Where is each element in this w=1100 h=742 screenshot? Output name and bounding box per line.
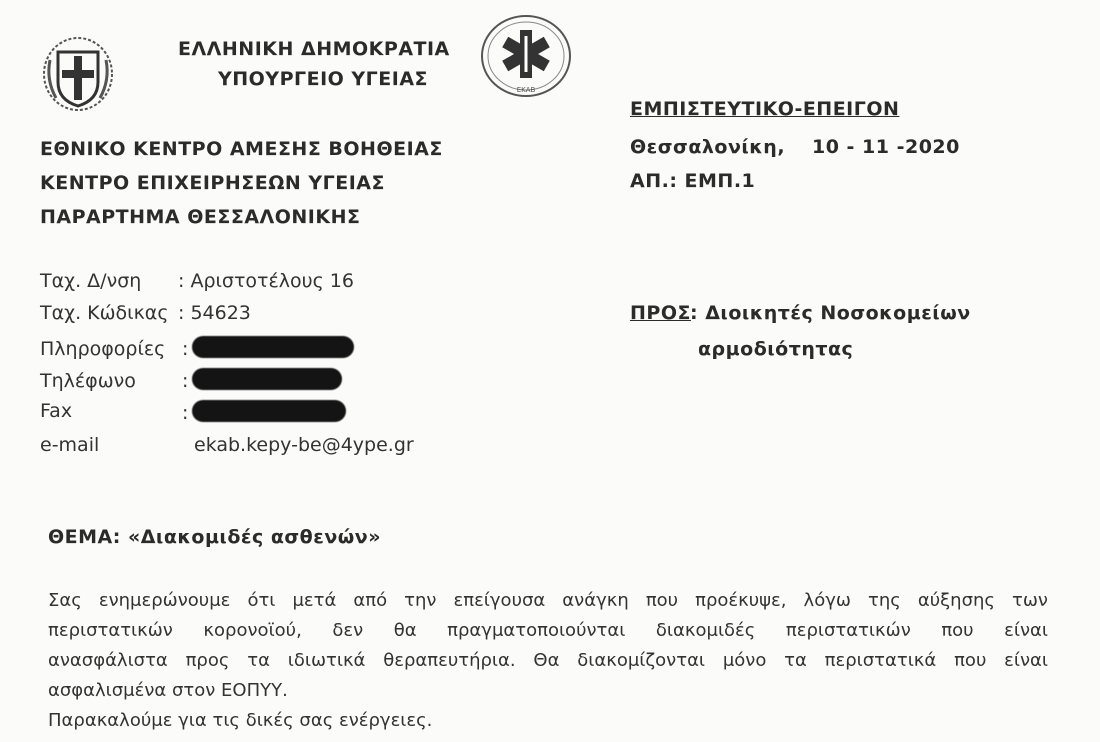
document-date: 10 - 11 -2020 xyxy=(812,136,960,158)
ministry-title: ΥΠΟΥΡΓΕΙΟ ΥΓΕΙΑΣ xyxy=(218,68,429,90)
recipient-label: ΠΡΟΣ xyxy=(630,302,691,324)
redacted-info xyxy=(192,336,354,358)
letter-body xyxy=(48,586,1048,736)
postal-code-label: Ταχ. Κώδικας xyxy=(40,302,169,324)
recipient-line-1: : Διοικητές Νοσοκομείων xyxy=(690,302,971,324)
ekab-star-of-life-logo xyxy=(476,14,576,98)
fax-label: Fax xyxy=(40,400,73,422)
address-label: Ταχ. Δ/νση xyxy=(40,270,142,292)
org-line-2: ΚΕΝΤΡΟ ΕΠΙΧΕΙΡΗΣΕΩΝ ΥΓΕΙΑΣ xyxy=(40,172,385,194)
fax-colon: : xyxy=(182,402,189,424)
republic-title: ΕΛΛΗΝΙΚΗ ΔΗΜΟΚΡΑΤΙΑ xyxy=(178,38,450,60)
org-line-1: ΕΘΝΙΚΟ ΚΕΝΤΡΟ ΑΜΕΣΗΣ ΒΟΗΘΕΙΑΣ xyxy=(40,138,443,160)
info-label: Πληροφορίες xyxy=(40,338,166,360)
protocol-number: ΑΠ.: ΕΜΠ.1 xyxy=(630,170,756,192)
redacted-phone xyxy=(192,368,342,390)
postal-code-value: : 54623 xyxy=(178,302,251,324)
org-line-3: ΠΑΡΑΡΤΗΜΑ ΘΕΣΣΑΛΟΝΙΚΗΣ xyxy=(40,206,361,228)
body-line-4: ασφαλισμένα στον ΕΟΠΥΥ. xyxy=(48,680,288,701)
classification-label: ΕΜΠΙΣΤΕΥΤΙΚΟ-ΕΠΕΙΓΟΝ xyxy=(630,98,900,120)
phone-label: Τηλέφωνο xyxy=(40,370,136,392)
greek-coat-of-arms-logo xyxy=(36,30,120,114)
subject-line: ΘΕΜΑ: «Διακομιδές ασθενών» xyxy=(48,526,381,548)
info-colon: : xyxy=(182,338,189,360)
body-line-1: Σας ενημερώνουμε ότι μετά από την επείγουσα ανάγκη που προέκυψε, λόγω της αύξησης των xyxy=(48,590,1048,611)
city-label: Θεσσαλονίκη, xyxy=(630,136,786,158)
redacted-fax xyxy=(192,400,346,422)
email-value: ekab.kepy-be@4ype.gr xyxy=(194,434,414,456)
body-line-3: ανασφάλιστα προς τα ιδιωτικά θεραπευτήρια. Θα διακομίζονται μόνο τα περιστατικά που είναι xyxy=(48,650,1048,671)
recipient-line-2: αρμοδιότητας xyxy=(698,338,854,360)
body-line-5: Παρακαλούμε για τις δικές σας ενέργειες. xyxy=(48,710,433,731)
svg-text:ΕΚΑΒ: ΕΚΑΒ xyxy=(516,86,536,94)
address-value: : Αριστοτέλους 16 xyxy=(178,270,354,292)
email-label: e-mail xyxy=(40,434,100,456)
phone-colon: : xyxy=(182,370,189,392)
body-line-2: περιστατικών κορονοϊού, δεν θα πραγματοποιούνται διακομιδές περιστατικών που είναι xyxy=(48,620,1048,641)
